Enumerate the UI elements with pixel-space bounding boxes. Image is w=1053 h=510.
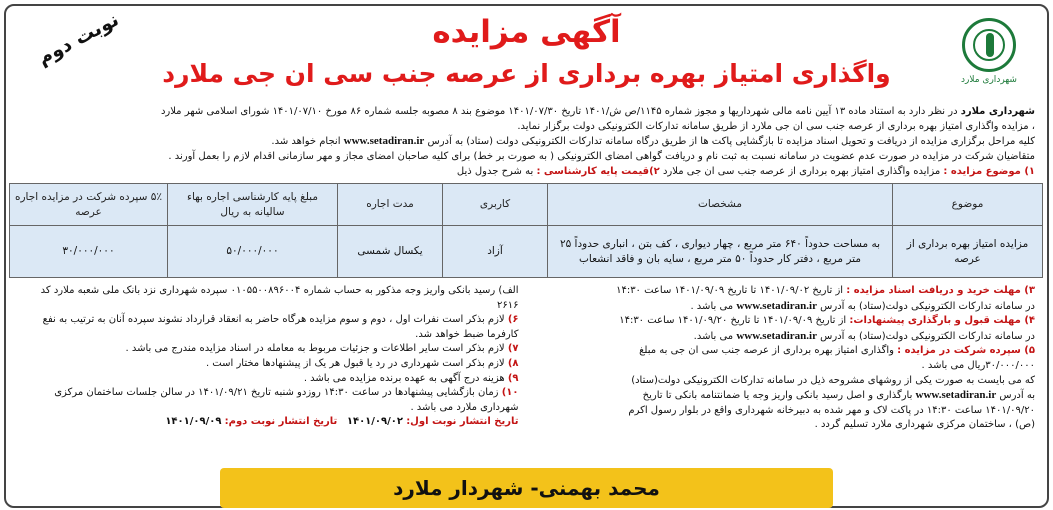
condition-5-amount: ۳۰/۰۰۰/۰۰۰ریال می باشد . [921,359,1035,371]
intro-text [6,104,1047,179]
title-block [156,12,897,96]
condition-7-number: ۷) [507,343,519,355]
intro-line-4: متقاضیان شرکت در مزایده در صورت عدم عضویت در سامانه نسبت به ثبت نام و دریافت گواهی امضای الکترونیکی ( به صورت بر خط) برای کلیه صاحبان امضای مجاز و مهر سازمانی اقدام لازم را بعمل آورند . [168,151,1035,162]
condition-4-address-post: می باشد. [693,330,737,342]
pub2-date: ۱۴۰۱/۰۹/۰۹ [165,416,222,428]
mayor-signature: محمد بهمنی- شهردار ملارد [393,476,660,500]
col-header-usage: کاربری [443,184,548,226]
condition-9-text: هزینه درج آگهی به عهده برنده مزایده می باشد . [303,372,508,384]
col-header-deposit: ۵٪ سپرده شرکت در مزایده اجاره عرصه [10,184,168,226]
condition-3-text: از تاریخ ۱۴۰۱/۰۹/۰۲ تا تاریخ ۱۴۰۱/۰۹/۰۹ ساعت ۱۴:۳۰ [616,285,847,296]
emblem-icon [962,18,1016,72]
intro-line-2: ، مزایده واگذاری امتیاز بهره برداری از عرصه جنب سی ان جی ملارد از طریق سامانه تدارکات الکترونیکی دولت برگزار نماید. [517,121,1035,132]
intro-line-1 [16,104,1035,119]
condition-3-label: ۳) مهلت خرید و دریافت اسناد مزایده : [846,285,1035,296]
condition-5 [533,344,1036,359]
table-header-row [10,184,1043,226]
cell-usage: آزاد [443,226,548,278]
condition-5-address [533,388,1036,404]
pub1-label: تاریخ انتشار نوبت اول: [406,416,519,428]
conditions [6,278,1047,433]
setadiran-link[interactable]: www.setadiran.ir [915,389,997,402]
condition-6-number: ۶) [507,314,519,326]
condition-5-location: (ص) ، ساختمان مرکزی شهرداری ملارد تسلیم گردد . [814,419,1035,431]
setadiran-link[interactable]: www.setadiran.ir [736,299,817,312]
pub2-label: تاریخ انتشار نوبت دوم: [224,416,338,428]
intro-line-1-text: در نظر دارد به استناد ماده ۱۳ آیین نامه مالی شهرداریها و مجوز شماره ۱۱۴۵/ص ش/۱۴۰۱ تاریخ ۱۴۰۱/۰۷/۳۰ موضوع بند ۸ مصوبه جلسه شماره ۸۶ مورخ ۱۴۰۱/۰۷/۱۰ شورای اسلامی شهر ملارد [160,106,961,117]
condition-4 [533,314,1036,329]
cell-duration: یکسال شمسی [338,226,443,278]
base-price-text: به شرح جدول ذیل [456,166,537,177]
intro-lead: شهرداری ملارد [960,106,1035,117]
subject-label: ۱) موضوع مزایده : [943,166,1035,177]
pub1-date: ۱۴۰۱/۰۹/۰۲ [346,416,403,428]
conditions-left-column [16,284,519,433]
col-header-specs: مشخصات [548,184,893,226]
condition-7 [16,342,519,357]
cell-specs: به مساحت حدوداً ۶۴۰ متر مربع ، چهار دیواری ، کف بتن ، انباری حدوداً ۲۵ متر مربع ، دفتر کار حدوداً ۵۰ متر مربع ، سایه بان و فاقد انشعاب [548,226,893,278]
condition-8 [16,357,519,372]
col-header-subject: موضوع [893,184,1043,226]
col-header-base-price: مبلغ پایه کارشناسی اجاره بهاء سالیانه به ریال [168,184,338,226]
condition-9 [16,372,519,387]
condition-5-deadline: ۱۴۰۱/۰۹/۲۰ ساعت ۱۴:۳۰ در پاکت لاک و مهر شده به دبیرخانه شهرداری واقع در بلوار رسول اکرم [628,404,1035,416]
condition-3-address [533,299,1036,315]
condition-4-address-pre: در سامانه تدارکات الکترونیکی دولت(ستاد) به آدرس [817,330,1035,342]
base-price-label: ۲)قیمت پایه کارشناسی : [536,166,660,177]
signature-band [220,468,833,508]
setadiran-link[interactable]: www.setadiran.ir [736,329,817,342]
logo-caption: شهرداری ملارد [961,75,1017,85]
setadiran-link[interactable]: www.setadiran.ir [343,135,425,147]
condition-7-text: لازم بذکر است سایر اطلاعات و جزئیات مربوط به معامله در اسناد مزایده مندرج می باشد . [125,343,508,355]
cell-deposit: ۳۰/۰۰۰/۰۰۰ [10,226,168,278]
condition-5-address-post: بارگذاری و اصل رسید بانکی واریز وجه یا ضمانتنامه بانکی تا تاریخ [642,390,916,402]
intro-line-3 [16,134,1035,149]
condition-10 [16,386,519,415]
round-stamp: نوبت دوم [34,8,123,70]
publication-dates [16,415,519,430]
condition-8-number: ۸) [507,357,519,369]
notice-header [6,8,1047,104]
condition-6-text: لازم بذکر است نفرات اول ، دوم و سوم مزایده هرگاه حاضر به انعقاد قرارداد نشوند سپرده آنان به ترتیب به نفع کارفرما ضبط خواهد شد. [42,314,519,340]
condition-6 [16,313,519,342]
condition-3 [533,284,1036,299]
notice-title: آگهی مزایده [432,14,621,50]
condition-4-address [533,329,1036,345]
condition-4-label: ۴) مهلت قبول و بارگذاری پیشنهادات: [849,315,1035,327]
condition-8-text: لازم بذکر است شهرداری در رد یا قبول هر یک از پیشنهادها مختار است . [205,357,508,369]
condition-3-address-pre: در سامانه تدارکات الکترونیکی دولت(ستاد) به آدرس [817,300,1035,312]
condition-5-method: که می بایست به صورت یکی از روشهای مشروحه ذیل در سامانه تدارکات الکترونیکی دولت(ستاد) [631,374,1035,386]
intro-line-3-pre: کلیه مراحل برگزاری مزایده از دریافت و تحویل اسناد مزایده تا بازگشایی پاکت ها از طریق درگاه سامانه تدارکات الکترونیکی دولت (ستاد) به آدرس [424,136,1035,147]
table-row [10,226,1043,278]
condition-10-text: زمان بازگشایی پیشنهادها در ساعت ۱۴:۳۰ روزدو شنبه تاریخ ۱۴۰۱/۰۹/۲۱ در سالن جلسات ساختمان مرکزی شهرداری ملارد می باشد . [54,387,519,413]
cell-base-price: ۵۰/۰۰۰/۰۰۰ [168,226,338,278]
condition-9-number: ۹) [507,372,519,384]
auction-table [9,183,1043,278]
condition-4-text: از تاریخ ۱۴۰۱/۰۹/۰۹ تا تاریخ ۱۴۰۱/۰۹/۲۰ ساعت ۱۴:۳۰ [619,315,850,327]
municipality-logo [953,18,1025,98]
subject-text: مزایده واگذاری امتیاز بهره برداری از عرصه جنب سی ان جی ملارد [659,166,944,177]
condition-10-number: ۱۰) [501,387,519,399]
condition-5-label: ۵) سپرده شرکت در مزایده : [897,345,1035,357]
col-header-duration: مدت اجاره [338,184,443,226]
notice-subtitle: واگذاری امتیاز بهره برداری از عرصه جنب سی ان جی ملارد [162,59,891,88]
intro-line-3-post: انجام خواهد شد. [271,136,344,147]
conditions-right-column [533,284,1036,433]
condition-3-address-post: می باشد . [690,300,737,312]
subject-line [16,164,1035,179]
condition-5-address-pre: به آدرس [996,390,1035,402]
condition-a: الف) رسید بانکی واریز وجه مذکور به حساب شماره ۰۱۰۵۵۰۰۸۹۶۰۰۴ سپرده شهرداری نزد بانک ملی شعبه ملارد کد ۲۶۱۶ [40,285,519,311]
condition-5-text: واگذاری امتیاز بهره برداری از عرصه جنب سی ان جی به مبلغ [639,345,898,357]
cell-subject: مزایده امتیاز بهره برداری از عرصه [893,226,1043,278]
